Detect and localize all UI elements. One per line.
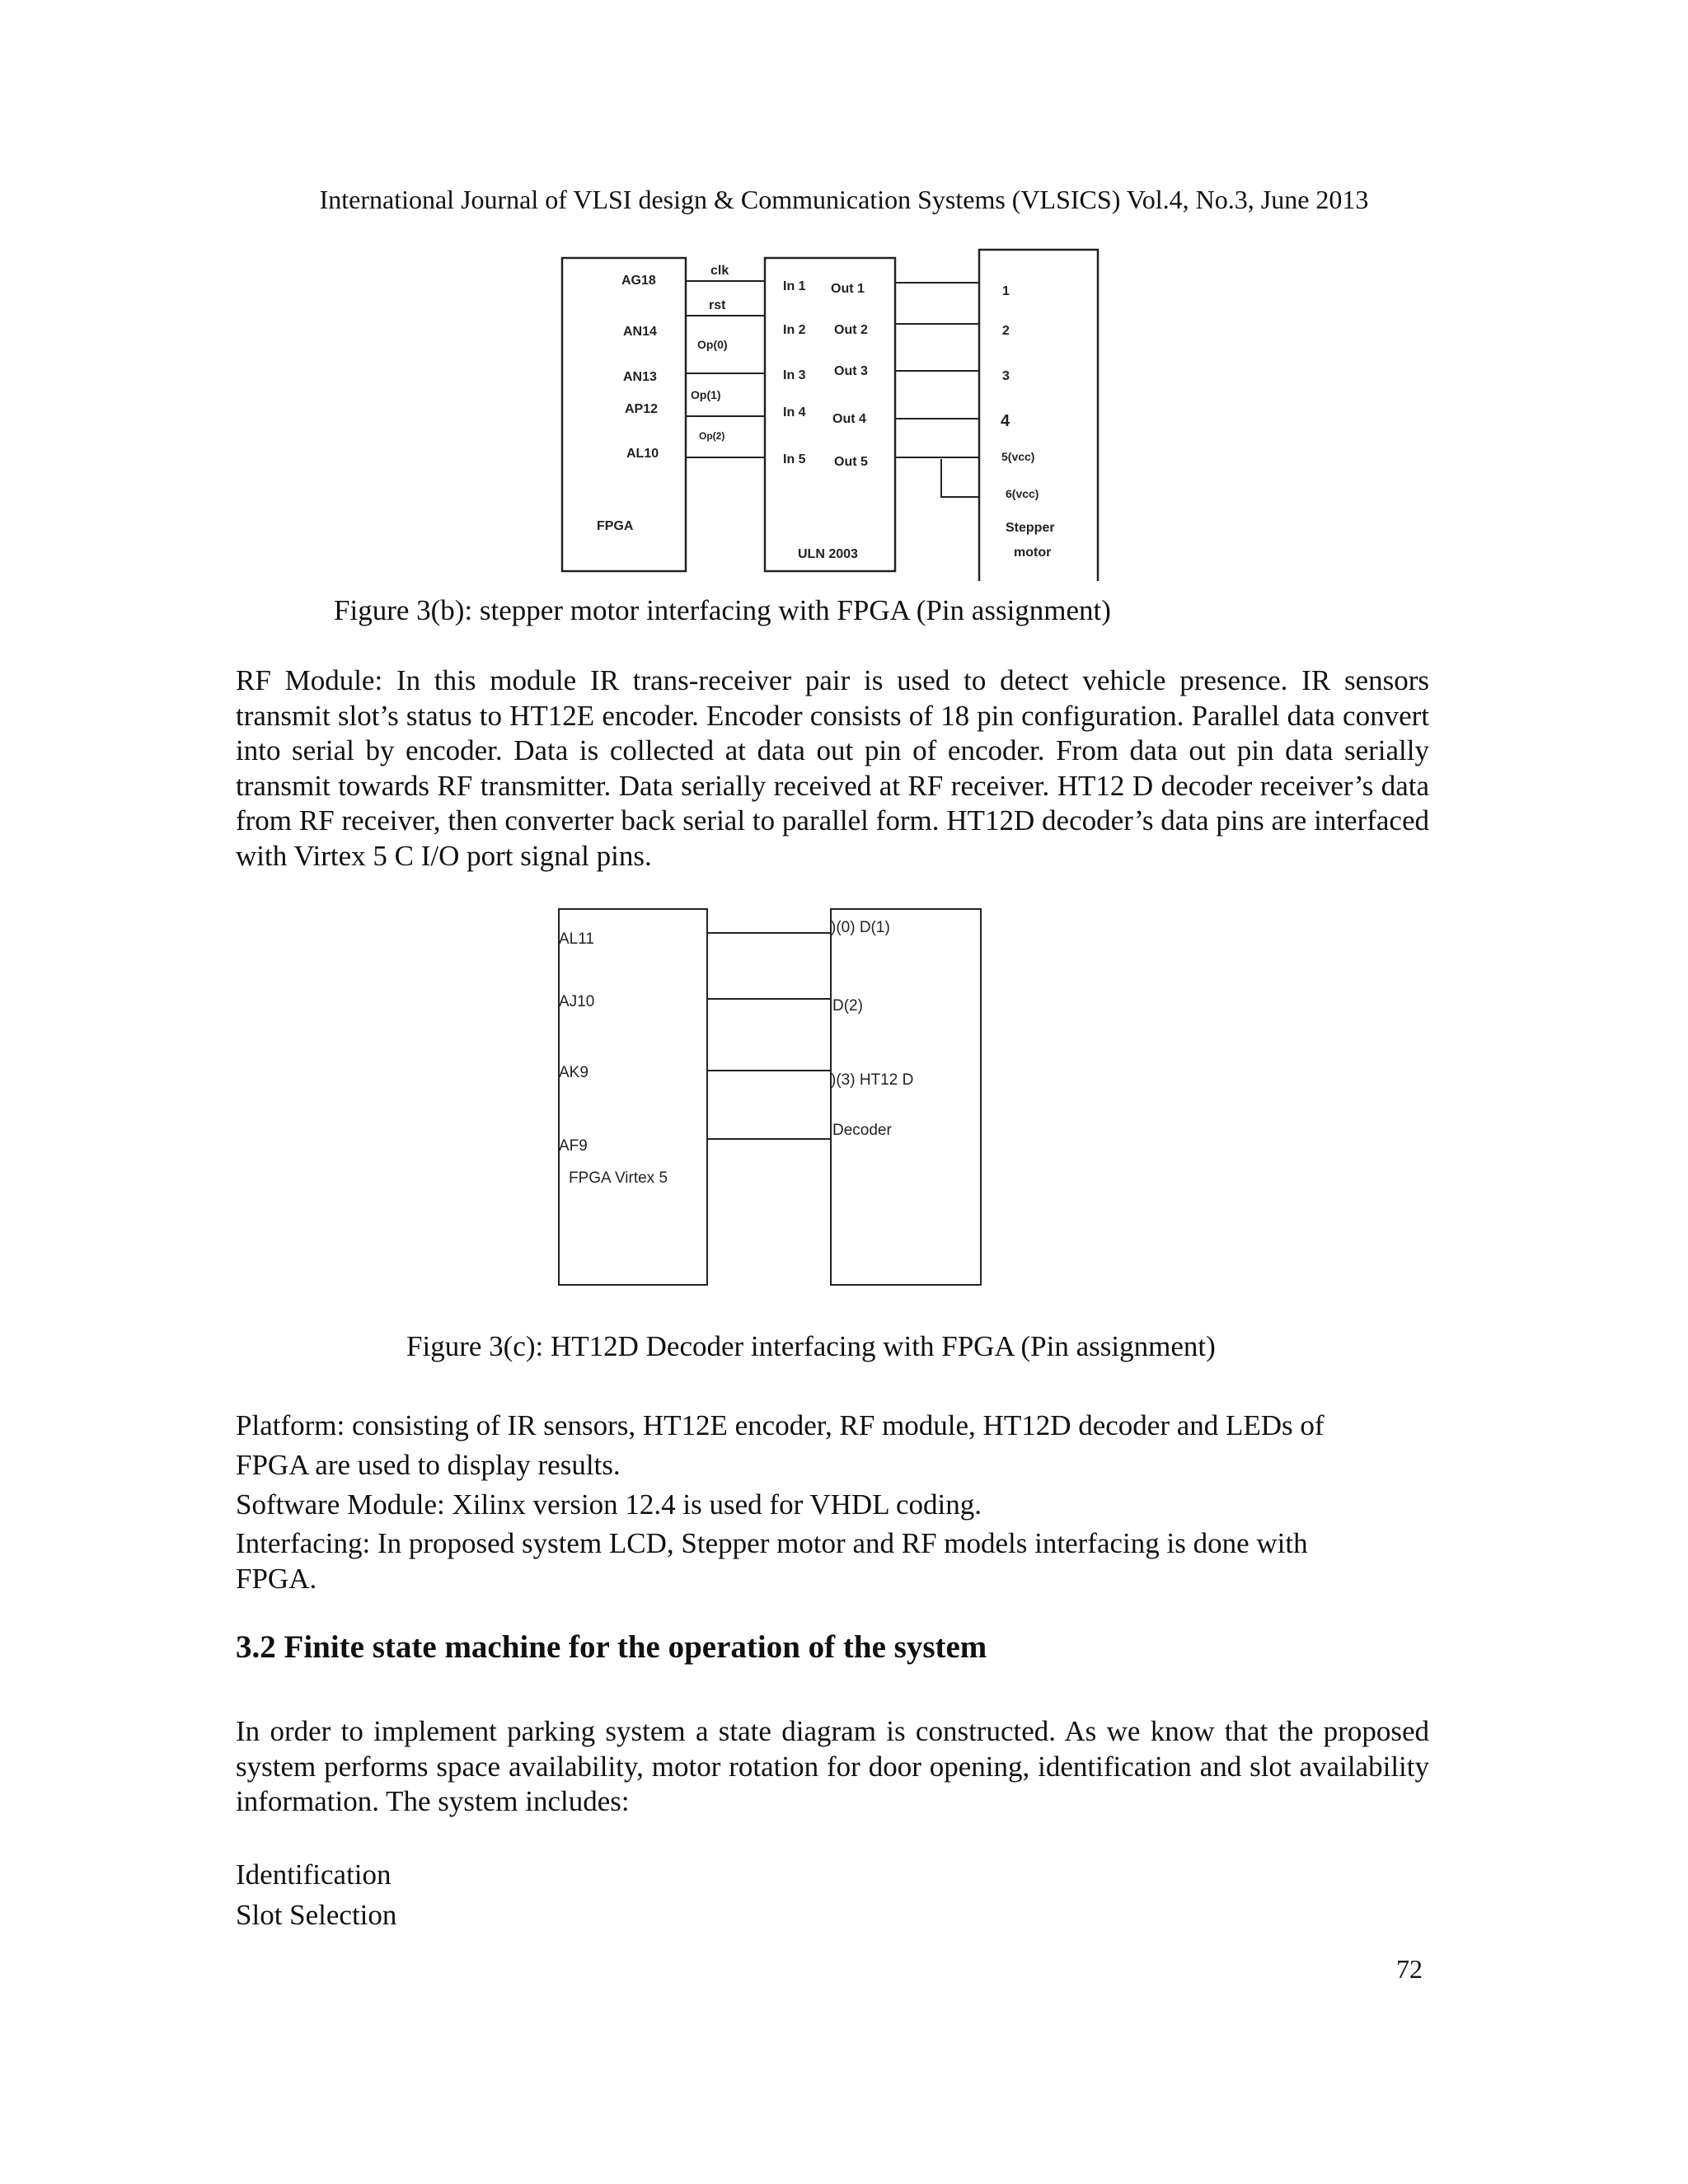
signal-label: Op(2) — [699, 430, 725, 442]
uln-input: In 5 — [783, 452, 806, 466]
motor-pin: 2 — [1002, 324, 1010, 338]
uln-input: In 2 — [783, 323, 806, 337]
motor-pin: 3 — [1002, 369, 1010, 383]
uln-output: Out 3 — [834, 364, 868, 378]
page-number: 72 — [1396, 1954, 1423, 1984]
decoder-pin: )(3) HT12 D — [831, 1071, 914, 1089]
fpga-pin: AN13 — [623, 370, 657, 384]
uln-output: Out 5 — [834, 455, 868, 469]
ht12d-decoder-block — [831, 909, 981, 1285]
fpga-pin: AP12 — [625, 402, 659, 416]
motor-label: motor — [1014, 546, 1052, 560]
figure-3b-caption: Figure 3(b): stepper motor interfacing with FPGA (Pin assignment) — [334, 594, 1111, 626]
fpga-virtex5-block — [559, 909, 707, 1285]
text-line: FPGA are used to display results. — [236, 1449, 621, 1481]
section-heading: 3.2 Finite state machine for the operation of the system — [236, 1629, 987, 1665]
figure-3b-diagram — [552, 243, 1113, 581]
decoder-pin: )(0) D(1) — [831, 919, 890, 936]
decoder-label: Decoder — [832, 1122, 892, 1139]
text-line: Platform: consisting of IR sensors, HT12E encoder, RF module, HT12D decoder and LEDs of — [236, 1409, 1325, 1441]
figure-3c-caption: Figure 3(c): HT12D Decoder interfacing with FPGA (Pin assignment) — [406, 1330, 1216, 1362]
journal-header: International Journal of VLSI design & Communication Systems (VLSICS) Vol.4, No.3, June 2013 — [319, 185, 1369, 214]
fpga-pin: AL10 — [626, 447, 659, 461]
signal-label: clk — [710, 264, 729, 278]
fpga-pin: AG18 — [621, 274, 656, 288]
uln-output: Out 2 — [834, 323, 868, 337]
text-line: FPGA. — [236, 1563, 317, 1595]
signal-label: Op(0) — [697, 338, 728, 351]
figure-3c-diagram — [552, 902, 997, 1290]
fpga-pin: AJ10 — [559, 993, 595, 1010]
paragraph-fsm: In order to implement parking system a state diagram is constructed. As we know that the proposed system performs space availability, motor rotation for door opening, identification and slot availability information. The system includes: — [236, 1715, 1429, 1817]
text-line: Software Module: Xilinx version 12.4 is used for VHDL coding. — [236, 1488, 982, 1521]
fpga-label: FPGA Virtex 5 — [569, 1169, 668, 1187]
fpga-pin: AL11 — [559, 930, 594, 948]
paragraph-rf-module: RF Module: In this module IR trans-receiver pair is used to detect vehicle presence. IR sensors transmit slot’s status to HT12E encoder. Encoder consists of 18 pin configuration. Parallel data convert into serial by encoder. Data is collected at data out pin of encoder. From data out pin data serially transmit towards RF transmitter. Data serially received at RF receiver. HT12 D decoder receiver’s data from RF receiver, then converter back serial to parallel form. HT12D decoder’s data pins are interfaced with Virtex 5 C I/O port signal pins. — [236, 664, 1429, 872]
fpga-pin: AK9 — [559, 1064, 588, 1081]
uln-output: Out 1 — [831, 282, 865, 296]
motor-pin: 6(vcc) — [1006, 487, 1039, 500]
uln-input: In 1 — [783, 279, 806, 293]
motor-pin: 1 — [1002, 284, 1010, 298]
uln-input: In 3 — [783, 368, 806, 382]
fpga-pin: AF9 — [559, 1137, 588, 1155]
motor-pin: 5(vcc) — [1001, 450, 1035, 463]
motor-label: Stepper — [1006, 521, 1055, 535]
text-line: Interfacing: In proposed system LCD, Stepper motor and RF models interfacing is done with — [236, 1527, 1308, 1559]
motor-pin: 4 — [1001, 412, 1010, 430]
list-item: Identification — [236, 1858, 392, 1891]
fpga-pin: AN14 — [623, 325, 657, 339]
decoder-pin: D(2) — [832, 997, 863, 1015]
uln-label: ULN 2003 — [798, 547, 858, 561]
signal-label: rst — [709, 298, 726, 312]
fpga-label: FPGA — [597, 519, 634, 533]
uln-input: In 4 — [783, 405, 806, 419]
uln-output: Out 4 — [832, 412, 866, 426]
signal-label: Op(1) — [691, 388, 721, 401]
list-item: Slot Selection — [236, 1899, 397, 1931]
